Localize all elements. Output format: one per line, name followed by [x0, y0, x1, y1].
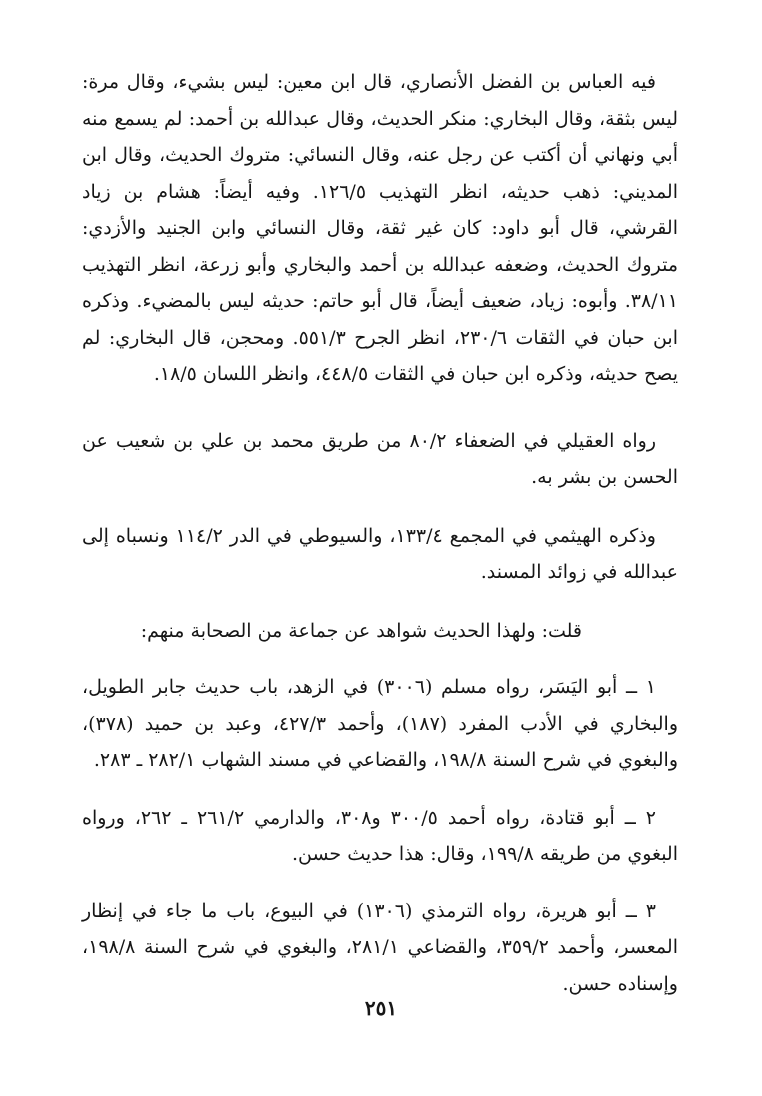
- haythami-source-paragraph: وذكره الهيثمي في المجمع ١٣٣/٤، والسيوطي في الدر ١١٤/٢ ونسباه إلى عبدالله في زوائد المسند.: [82, 524, 678, 583]
- page-body: [82, 64, 678, 1002]
- witness-item-abu-qatada: ٢ ــ أبو قتادة، رواه أحمد ٣٠٠/٥ و٣٠٨، والدارمي ٢٦١/٢ ـ ٢٦٢، ورواه البغوي من طريقه ١٩٩/٨، وقال: هذا حديث حسن.: [82, 806, 678, 865]
- witness-item-abu-hurayra: ٣ ــ أبو هريرة، رواه الترمذي (١٣٠٦) في البيوع، باب ما جاء في إنظار المعسر، وأحمد ٣٥٩/٢، والقضاعي ٢٨١/١، والبغوي في شرح السنة ١٩٨/٨، وإسناده حسن.: [82, 899, 678, 995]
- footnote-narrators-paragraph: فيه العباس بن الفضل الأنصاري، قال ابن معين: ليس بشيء، وقال مرة: ليس بثقة، وقال البخاري: منكر الحديث، وقال عبدالله بن أحمد: لم يسمع منه أبي ونهاني أن أكتب عن رجل عنه، وقال النسائي: متروك الحديث، وقال ابن المديني: ذهب حديثه، انظر التهذيب ١٢٦/٥. وفيه أيضاً: هشام بن زياد القرشي، قال أبو داود: كان غير ثقة، وقال النسائي وابن الجنيد والأزدي: متروك الحديث، وضعفه عبدالله بن أحمد والبخاري وأبو زرعة، انظر التهذيب ٣٨/١١. وأبوه: زياد، ضعيف أيضاً، قال أبو حاتم: حديثه ليس بالمضيء. وذكره ابن حبان في الثقات ٢٣٠/٦، انظر الجرح ٥٥١/٣. ومحجن، قال البخاري: لم يصح حديثه، وذكره ابن حبان في الثقات ٤٤٨/٥، وانظر اللسان ١٨/٥.: [82, 71, 679, 385]
- uqayli-source-paragraph: رواه العقيلي في الضعفاء ٨٠/٢ من طريق محمد بن علي بن شعيب عن الحسن بن بشر به.: [82, 429, 678, 488]
- supporting-reports-intro: قلت: ولهذا الحديث شواهد عن جماعة من الصحابة منهم:: [140, 619, 582, 642]
- page-number: ٢٥١: [364, 996, 398, 1020]
- witness-item-abu-al-yasar: ١ ــ أبو اليَسَر، رواه مسلم (٣٠٠٦) في الزهد، باب حديث جابر الطويل، والبخاري في الأدب المفرد (١٨٧)، وأحمد ٤٢٧/٣، وعبد بن حميد (٣٧٨)، والبغوي في شرح السنة ١٩٨/٨، والقضاعي في مسند الشهاب ٢٨٢/١ ـ ٢٨٣.: [82, 676, 679, 771]
